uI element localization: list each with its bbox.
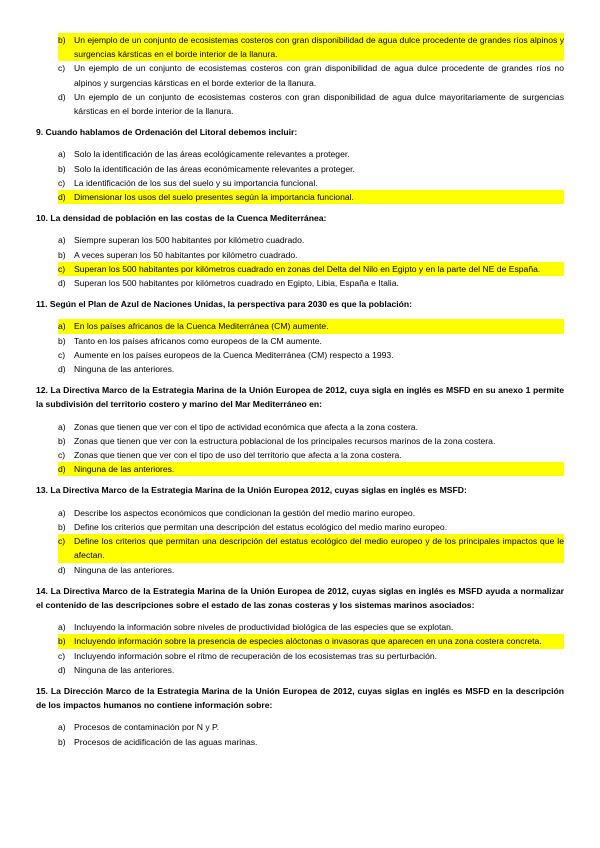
option-text: En los países africanos de la Cuenca Mediterránea (CM) aumente. xyxy=(74,319,564,333)
option-letter: b) xyxy=(58,335,66,346)
option-letter: a) xyxy=(58,507,66,518)
question-block xyxy=(36,125,564,204)
option-text: Zonas que tienen que ver con la estructura poblacional de los principales recursos marinos de la zona costera. xyxy=(74,435,496,446)
answer-option xyxy=(36,233,564,247)
answer-option xyxy=(36,448,564,462)
option-letter: a) xyxy=(58,421,66,432)
option-letter: c) xyxy=(58,177,66,188)
option-list xyxy=(36,420,564,477)
option-list xyxy=(36,147,564,204)
option-text: Define los criterios que permitan una descripción del estatus ecológico del medio marino europeo. xyxy=(74,521,448,532)
option-letter: b) xyxy=(58,736,66,747)
option-list xyxy=(36,233,564,290)
answer-option xyxy=(36,420,564,434)
answer-option xyxy=(36,663,564,677)
answer-option xyxy=(36,162,564,176)
option-text: Incluyendo la información sobre niveles de productividad biológica de las especies que se explotan. xyxy=(74,622,454,633)
option-text: Un ejemplo de un conjunto de ecosistemas costeros con gran disponibilidad de agua dulce procedente de grandes ríos alpinos y surgencias kársticas en el borde interior de la llanura. xyxy=(74,33,564,61)
option-text: Define los criterios que permitan una descripción del estatus ecológico del medio europeo y de los principales impactos que le afectan. xyxy=(74,534,564,562)
answer-option xyxy=(36,61,564,89)
answer-option xyxy=(36,248,564,262)
question-block xyxy=(36,383,564,476)
option-text: Tanto en los países africanos como europeos de la CM aumente. xyxy=(74,335,322,346)
option-letter: d) xyxy=(58,364,66,375)
answer-option xyxy=(36,90,564,118)
option-letter: a) xyxy=(58,319,74,333)
option-letter: c) xyxy=(58,63,66,74)
answer-option xyxy=(36,276,564,290)
question-block xyxy=(36,211,564,290)
option-letter: b) xyxy=(58,33,74,61)
option-text: Superan los 500 habitantes por kilómetros cuadrado en zonas del Delta del Nilo en Egipto y en la parte del NE de España. xyxy=(74,262,564,276)
answer-option xyxy=(36,362,564,376)
question-title: 15. La Dirección Marco de la Estrategia Marina de la Unión Europea de 2012, cuyas siglas en inglés es MSFD en la descripción de los impactos humanos no contiene información sobre: xyxy=(36,685,564,711)
option-letter: a) xyxy=(58,149,66,160)
question-block xyxy=(36,684,564,749)
question-title: 11. Según el Plan de Azul de Naciones Unidas, la perspectiva para 2030 es que la población: xyxy=(36,299,413,310)
option-text: Procesos de contaminación por N y P. xyxy=(74,722,220,733)
answer-option xyxy=(36,176,564,190)
option-list xyxy=(36,506,564,577)
option-letter: a) xyxy=(58,622,66,633)
option-letter: c) xyxy=(58,650,66,661)
option-text: Un ejemplo de un conjunto de ecosistemas costeros con gran disponibilidad de agua dulce procedente de grandes ríos no alpinos y surgencias kársticas en el borde exterior de la llanura. xyxy=(74,63,564,88)
option-letter: b) xyxy=(58,249,66,260)
option-letter: c) xyxy=(58,450,66,461)
option-letter: b) xyxy=(58,435,66,446)
option-letter: b) xyxy=(58,163,66,174)
question-title: 12. La Directiva Marco de la Estrategia Marina de la Unión Europea de 2012, cuya sigla en inglés es MSFD en su anexo 1 permite la subdivisión del territorio costero y marino del Mar Mediterráneo en: xyxy=(36,385,564,410)
option-text: Dimensionar los usos del suelo presentes según la importancia funcional. xyxy=(74,190,564,204)
option-letter: a) xyxy=(58,722,66,733)
option-text: Zonas que tienen que ver con el tipo de uso del territorio que afecta a la zona costera. xyxy=(74,450,402,461)
option-letter: d) xyxy=(58,664,66,675)
highlighted-answer-option xyxy=(36,319,564,333)
answer-option xyxy=(36,649,564,663)
answer-option xyxy=(36,563,564,577)
option-letter: b) xyxy=(58,521,66,532)
option-text: Zonas que tienen que ver con el tipo de actividad económica que afecta a la zona costera. xyxy=(74,421,418,432)
option-letter: d) xyxy=(58,564,66,575)
option-text: Ninguna de las anteriores. xyxy=(74,462,564,476)
option-letter: c) xyxy=(58,349,66,360)
question-title: 9. Cuando hablamos de Ordenación del Litoral debemos incluir: xyxy=(36,127,298,138)
option-text: Solo la identificación de las áreas ecológicamente relevantes a proteger. xyxy=(74,149,350,160)
option-text: Ninguna de las anteriores. xyxy=(74,364,175,375)
option-text: Ninguna de las anteriores. xyxy=(74,564,175,575)
option-text: Aumente en los países europeos de la Cuenca Mediterránea (CM) respecto a 1993. xyxy=(74,349,394,360)
answer-option xyxy=(36,520,564,534)
option-letter: d) xyxy=(58,91,66,102)
answer-option xyxy=(36,348,564,362)
highlighted-answer-option xyxy=(36,634,564,648)
answer-option xyxy=(36,334,564,348)
question-title: 14. La Directiva Marco de la Estrategia Marina de la Unión Europea de 2012, cuyas siglas en inglés es MSFD ayuda a normalizar el contenido de las descripciones sobre el estado de las zonas costeras y los sistemas marinos asociados: xyxy=(36,585,564,610)
highlighted-answer-option xyxy=(36,190,564,204)
option-text: A veces superan los 50 habitantes por kilómetro cuadrado. xyxy=(74,249,298,260)
option-text: Solo la identificación de las áreas económicamente relevantes a proteger. xyxy=(74,163,355,174)
answer-option xyxy=(36,620,564,634)
answer-option xyxy=(36,147,564,161)
option-text: Incluyendo información sobre la presencia de especies alóctonas o invasoras que aparecen en una zona costera concreta. xyxy=(74,634,564,648)
question-title: 10. La densidad de población en las costas de la Cuenca Mediterránea: xyxy=(36,213,327,224)
question-list xyxy=(0,125,600,749)
option-letter: d) xyxy=(58,462,74,476)
answer-option xyxy=(36,735,564,749)
question-block xyxy=(36,483,564,576)
question-block xyxy=(36,297,564,376)
option-text: Superan los 500 habitantes por kilómetros cuadrado en Egipto, Libia, España e Italia. xyxy=(74,278,399,289)
option-text: Un ejemplo de un conjunto de ecosistemas costeros con gran disponibilidad de agua dulce mayoritariamente de surgencias kársticas en el borde interior de la llanura. xyxy=(74,91,564,117)
option-letter: c) xyxy=(58,534,74,562)
option-letter: d) xyxy=(58,190,74,204)
option-list xyxy=(36,720,564,748)
answer-option xyxy=(36,434,564,448)
option-letter: a) xyxy=(58,235,66,246)
option-text: Siempre superan los 500 habitantes por kilómetro cuadrado. xyxy=(74,235,305,246)
option-text: Incluyendo información sobre el ritmo de recuperación de los ecosistemas tras su perturbación. xyxy=(74,650,438,661)
option-letter: c) xyxy=(58,262,74,276)
option-list xyxy=(36,620,564,677)
option-letter: b) xyxy=(58,634,74,648)
question-block xyxy=(36,584,564,677)
highlighted-answer-option xyxy=(36,33,564,61)
option-text: La identificación de los sus del suelo y su importancia funcional. xyxy=(74,177,318,188)
question-title: 13. La Directiva Marco de la Estrategia Marina de la Unión Europea 2012, cuyas siglas en inglés es MSFD: xyxy=(36,485,467,496)
answer-option xyxy=(36,720,564,734)
option-text: Describe los aspectos económicos que condicionan la gestión del medio marino europeo. xyxy=(74,507,416,518)
option-text: Procesos de acidificación de las aguas marinas. xyxy=(74,736,258,747)
highlighted-answer-option xyxy=(36,534,564,562)
answer-option xyxy=(36,506,564,520)
option-text: Ninguna de las anteriores. xyxy=(74,664,175,675)
option-list xyxy=(36,319,564,376)
highlighted-answer-option xyxy=(36,462,564,476)
highlighted-answer-option xyxy=(36,262,564,276)
option-letter: d) xyxy=(58,278,66,289)
preceding-options xyxy=(0,0,600,118)
